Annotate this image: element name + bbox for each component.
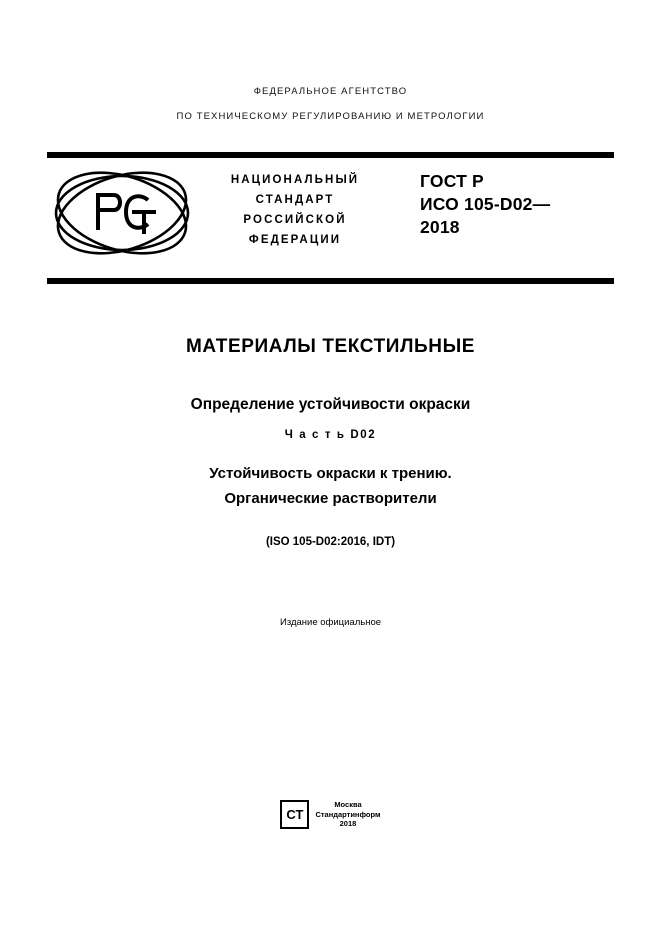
standard-heading xyxy=(195,170,395,250)
publisher-year: 2018 xyxy=(339,819,357,829)
agency-line-1: ФЕДЕРАЛЬНОЕ АГЕНТСТВО xyxy=(253,86,408,97)
agency-line-2: ПО ТЕХНИЧЕСКОМУ РЕГУЛИРОВАНИЮ И МЕТРОЛОГИИ xyxy=(176,111,485,122)
standartinform-logo-icon: СТ xyxy=(280,800,309,829)
document-subtitle: Определение устойчивости окраски xyxy=(190,396,471,413)
standard-line-1: НАЦИОНАЛЬНЫЙ xyxy=(230,174,360,186)
publisher-city: Москва xyxy=(334,800,362,810)
edition-note: Издание официальное xyxy=(279,617,382,628)
divider-top xyxy=(47,152,614,158)
standard-line-2: СТАНДАРТ xyxy=(255,194,335,206)
agency-header xyxy=(0,86,661,122)
gost-line-1: ГОСТ Р xyxy=(420,171,484,191)
rosstandart-emblem-icon xyxy=(52,168,192,258)
standard-line-4: ФЕДЕРАЦИИ xyxy=(248,234,342,246)
document-part: Ч а с т ь D02 xyxy=(284,429,377,441)
divider-bottom xyxy=(47,278,614,284)
gost-line-3: 2018 xyxy=(420,217,460,237)
subtitle-2-line-2: Органические растворители xyxy=(224,490,437,507)
gost-designation xyxy=(420,170,620,239)
publisher-block xyxy=(0,800,661,829)
gost-line-2: ИСО 105-D02— xyxy=(420,194,551,214)
publisher-name: Стандартинформ xyxy=(315,809,381,819)
document-subtitle-2 xyxy=(0,461,661,511)
subtitle-2-line-1: Устойчивость окраски к трению. xyxy=(209,465,452,482)
page-title: МАТЕРИАЛЫ ТЕКСТИЛЬНЫЕ xyxy=(185,336,476,357)
standard-line-3: РОССИЙСКОЙ xyxy=(243,214,347,226)
publisher-text xyxy=(315,800,380,829)
iso-reference: (ISO 105-D02:2016, IDT) xyxy=(265,536,396,548)
